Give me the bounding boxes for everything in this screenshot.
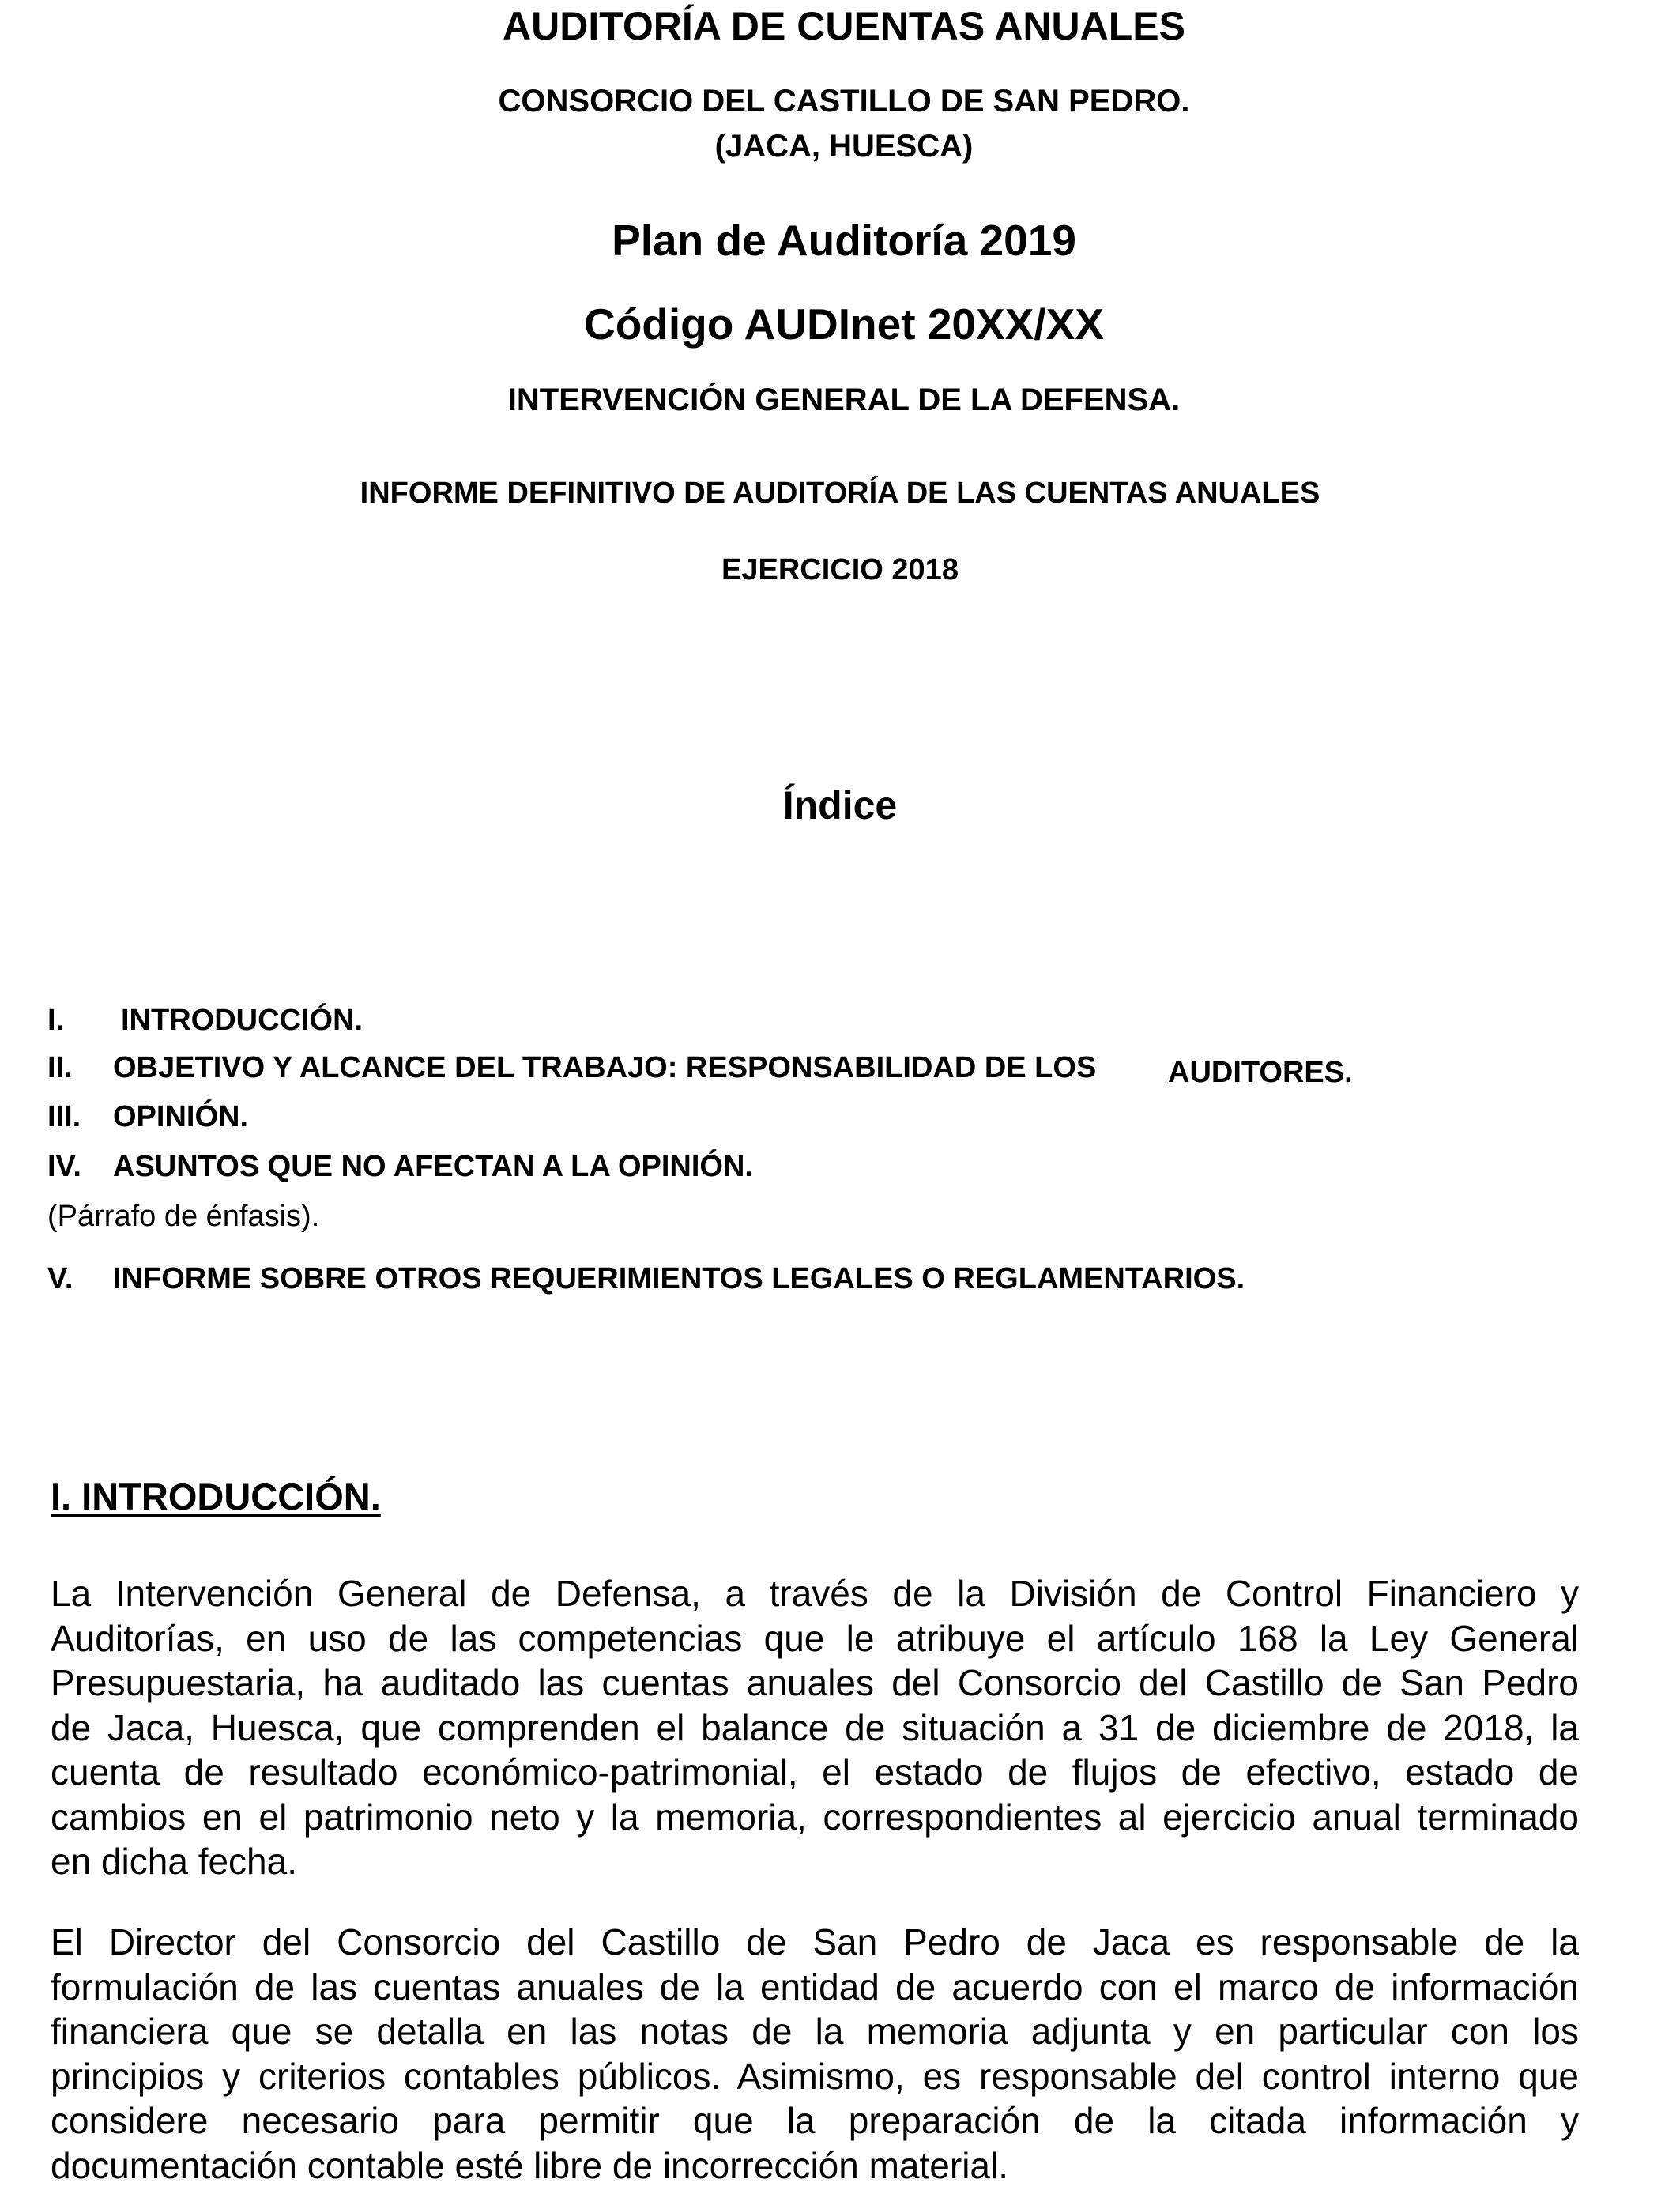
index-item-number: II.: [47, 1051, 73, 1084]
index-note: (Párrafo de énfasis).: [47, 1200, 320, 1233]
report-title: INFORME DEFINITIVO DE AUDITORÍA DE LAS CUENTAS ANUALES: [360, 477, 1320, 510]
audit-code: Código AUDInet 20XX/XX: [583, 300, 1105, 349]
index-item-number: V.: [47, 1262, 73, 1295]
entity-location: (JACA, HUESCA): [714, 129, 974, 164]
index-item-text: INTRODUCCIÓN.: [121, 1004, 363, 1037]
paragraph-line: El Director del Consorcio del Castillo de San Pedro de Jaca es responsable de la: [51, 1921, 1579, 1962]
paragraph-line: cambios en el patrimonio neto y la memoria, correspondientes al ejercicio anual terminado: [51, 1796, 1579, 1838]
paragraph-line: cuenta de resultado económico-patrimonial, el estado de flujos de efectivo, estado de: [51, 1751, 1579, 1793]
paragraph-line: principios y criterios contables públicos. Asimismo, es responsable del control interno que: [51, 2055, 1579, 2097]
paragraph-line: La Intervención General de Defensa, a través de la División de Control Financiero y: [51, 1573, 1579, 1614]
paragraph-line: considere necesario para permitir que la preparación de la citada información y: [51, 2100, 1579, 2141]
issuing-body: INTERVENCIÓN GENERAL DE LA DEFENSA.: [507, 383, 1181, 417]
index-item-text: OBJETIVO Y ALCANCE DEL TRABAJO: RESPONSABILIDAD DE LOS: [113, 1051, 1097, 1084]
section-heading: I. INTRODUCCIÓN.: [51, 1476, 381, 1517]
index-item-number: I.: [47, 1004, 65, 1037]
paragraph: [51, 1571, 1579, 1884]
paragraph-line: formulación de las cuentas anuales de la entidad de acuerdo con el marco de información: [51, 1966, 1579, 2007]
paragraph-line: Auditorías, en uso de las competencias que le atribuye el artículo 168 la Ley General: [51, 1617, 1579, 1659]
index-item-text: OPINIÓN.: [113, 1100, 249, 1133]
index-title: Índice: [782, 783, 898, 827]
fiscal-year: EJERCICIO 2018: [721, 553, 959, 586]
index-item-text-tail: AUDITORES.: [1168, 1056, 1353, 1089]
document-title: AUDITORÍA DE CUENTAS ANUALES: [503, 4, 1185, 48]
audit-plan: Plan de Auditoría 2019: [612, 216, 1076, 265]
index-item-number: III.: [47, 1100, 81, 1133]
index-item-text: ASUNTOS QUE NO AFECTAN A LA OPINIÓN.: [113, 1150, 753, 1183]
index-item-number: IV.: [47, 1150, 81, 1183]
paragraph-line: documentación contable esté libre de incorrección material.: [51, 2144, 1008, 2186]
paragraph: [51, 1920, 1579, 2188]
index-item-text: INFORME SOBRE OTROS REQUERIMIENTOS LEGALES O REGLAMENTARIOS.: [113, 1262, 1245, 1295]
paragraph-line: en dicha fecha.: [51, 1841, 298, 1882]
entity-name: CONSORCIO DEL CASTILLO DE SAN PEDRO.: [498, 84, 1190, 119]
paragraph-line: Presupuestaria, ha auditado las cuentas anuales del Consorcio del Castillo de San Pedro: [51, 1662, 1579, 1703]
paragraph-line: de Jaca, Huesca, que comprenden el balance de situación a 31 de diciembre de 2018, la: [51, 1706, 1579, 1748]
paragraph-line: financiera que se detalla en las notas de la memoria adjunta y en particular con los: [51, 2011, 1579, 2052]
